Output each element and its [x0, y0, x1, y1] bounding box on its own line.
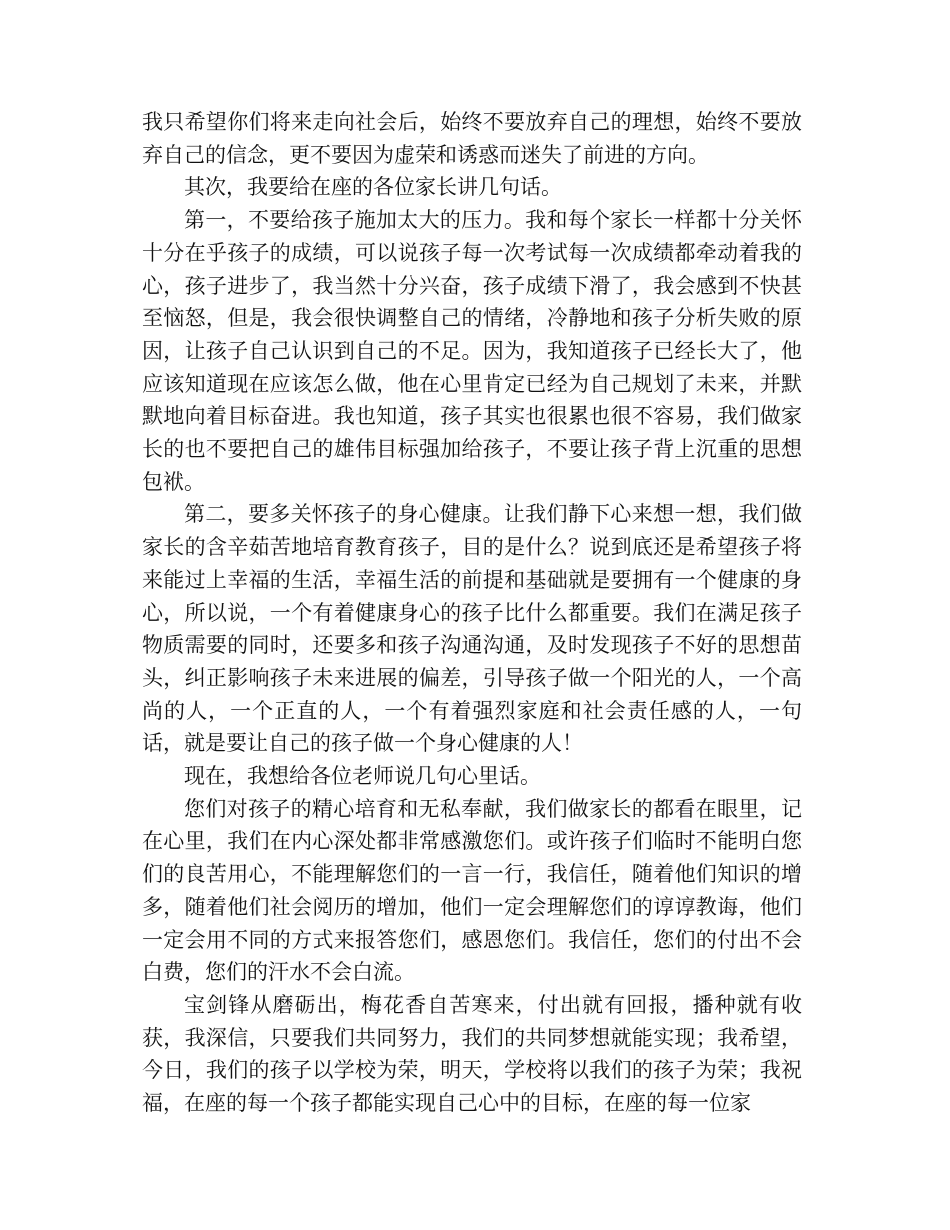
paragraph-3: 第一，不要给孩子施加太大的压力。我和每个家长一样都十分关怀十分在乎孩子的成绩，可以说孩子每一次考试每一次成绩都牵动着我的心，孩子进步了，我当然十分兴奋，孩子成绩下滑了，我会感到不快甚至恼怒，但是，我会很快调整自己的情绪，冷静地和孩子分析失败的原因，让孩子自己认识到自己的不足。因为，我知道孩子已经长大了，他应该知道现在应该怎么做，他在心里肯定已经为自己规划了未来，并默默地向着目标奋进。我也知道，孩子其实也很累也很不容易，我们做家长的也不要把自己的雄伟目标强加给孩子，不要让孩子背上沉重的思想包袱。 — [142, 208, 802, 494]
document-body — [142, 106, 802, 1120]
paragraph-4: 第二，要多关怀孩子的身心健康。让我们静下心来想一想，我们做家长的含辛茹苦地培育教育孩子，目的是什么？说到底还是希望孩子将来能过上幸福的生活，幸福生活的前提和基础就是要拥有一个健康的身心，所以说，一个有着健康身心的孩子比什么都重要。我们在满足孩子物质需要的同时，还要多和孩子沟通沟通，及时发现孩子不好的思想苗头，纠正影响孩子未来进展的偏差，引导孩子做一个阳光的人，一个高尚的人，一个正直的人，一个有着强烈家庭和社会责任感的人，一句话，就是要让自己的孩子做一个身心健康的人！ — [142, 502, 802, 756]
paragraph-6: 您们对孩子的精心培育和无私奉献，我们做家长的都看在眼里，记在心里，我们在内心深处都非常感激您们。或许孩子们临时不能明白您们的良苦用心，不能理解您们的一言一行，我信任，随着他们知识的增多，随着他们社会阅历的增加，他们一定会理解您们的谆谆教诲，他们一定会用不同的方式来报答您们，感恩您们。我信任，您们的付出不会白费，您们的汗水不会白流。 — [142, 796, 802, 985]
paragraph-1: 我只希望你们将来走向社会后，始终不要放弃自己的理想，始终不要放弃自己的信念，更不要因为虚荣和诱惑而迷失了前进的方向。 — [142, 110, 802, 167]
paragraph-7: 宝剑锋从磨砺出，梅花香自苦寒来，付出就有回报，播种就有收获，我深信，只要我们共同努力，我们的共同梦想就能实现；我希望，今日，我们的孩子以学校为荣，明天，学校将以我们的孩子为荣；我祝福，在座的每一个孩子都能实现自己心中的目标，在座的每一位家 — [142, 992, 802, 1116]
paragraph-2: 其次，我要给在座的各位家长讲几句话。 — [184, 175, 562, 200]
paragraph-5: 现在，我想给各位老师说几句心里话。 — [184, 764, 541, 789]
